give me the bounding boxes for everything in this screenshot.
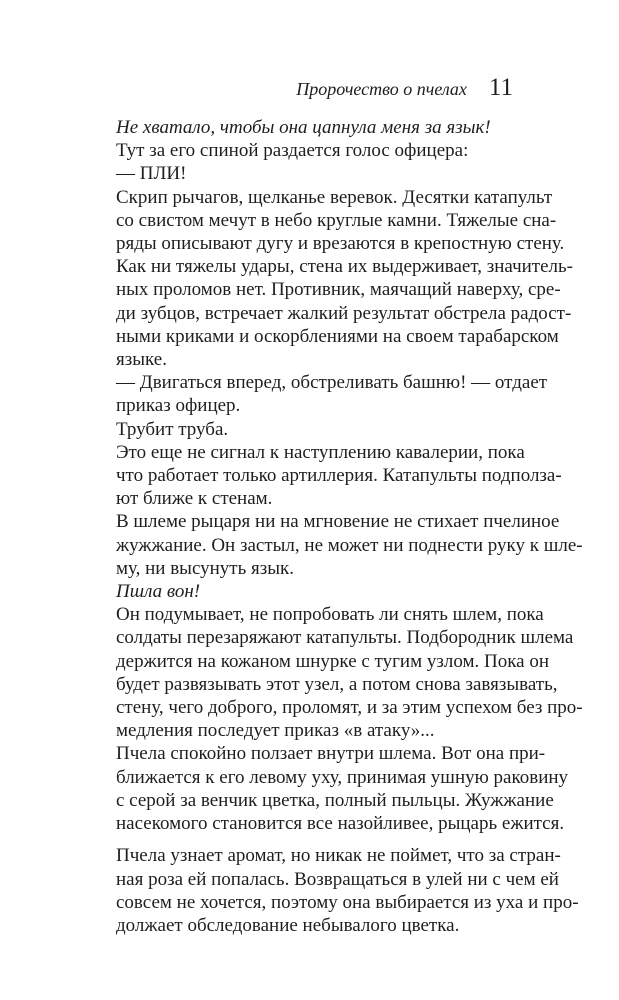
text-line: ная роза ей попалась. Возвращаться в улей ни с чем ей (116, 868, 559, 890)
running-head (296, 74, 513, 102)
body-text (88, 116, 583, 937)
text-line: со свистом мечут в небо круглые камни. Тяжелые сна- (116, 209, 557, 231)
text-line: держится на кожаном шнурке с тугим узлом. Пока он (116, 650, 550, 672)
text-line: приказ офицер. (116, 395, 241, 417)
text-line: Пчела спокойно ползает внутри шлема. Вот она при- (116, 743, 546, 765)
text-line: Трубит труба. (116, 418, 229, 440)
text-line: ными криками и оскорблениями на своем тарабарском (116, 325, 559, 347)
text-line: ют ближе к стенам. (116, 488, 273, 510)
paragraph (88, 186, 574, 372)
text-line: — ПЛИ! (116, 163, 187, 185)
text-line: стену, чего доброго, проломят, и за этим успехом без про- (116, 697, 583, 719)
text-line: Не хватало, чтобы она цапнула меня за язык! (116, 117, 491, 138)
text-line: совсем не хочется, поэтому она выбирается из уха и про- (116, 891, 579, 913)
text-line: ных проломов нет. Противник, маячащий наверху, сре- (116, 279, 561, 301)
text-line: Скрип рычагов, щелканье веревок. Десятки катапульт (116, 186, 553, 208)
running-head-title: Пророчество о пчелах (296, 79, 467, 99)
text-line: Пшла вон! (116, 581, 201, 603)
paragraph (88, 441, 562, 511)
text-line: жужжание. Он застыл, не может ни поднести руку к шле- (116, 534, 583, 556)
text-line: ди зубцов, встречает жалкий результат обстрела радост- (116, 302, 572, 324)
text-line: му, ни высунуть язык. (116, 557, 295, 579)
text-line: с серой за венчик цветка, полный пыльцы. Жужжание (116, 789, 554, 811)
text-line: что работает только артиллерия. Катапульты подполза- (116, 465, 562, 487)
paragraph (88, 844, 579, 937)
paragraph (88, 510, 583, 580)
text-line: медления последует приказ «в атаку»... (116, 720, 435, 742)
text-line: Тут за его спиной раздается голос офицера: (116, 140, 469, 162)
text-line: насекомого становится все назойливее, рыцарь ежится. (116, 813, 565, 835)
text-line: Как ни тяжелы удары, стена их выдерживает, значитель- (116, 256, 574, 278)
paragraph (88, 139, 514, 162)
text-line: будет развязывать этот узел, а потом снова завязывать, (116, 673, 558, 695)
text-line: В шлеме рыцаря ни на мгновение не стихает пчелиное (116, 511, 560, 533)
text-line: Пчела узнает аромат, но никак не поймет, что за стран- (116, 845, 561, 867)
text-line: языке. (116, 349, 167, 371)
paragraph (88, 116, 514, 139)
paragraph (88, 742, 569, 835)
text-line: ближается к его левому уху, принимая ушную раковину (116, 766, 569, 788)
text-line: — Двигаться вперед, обстреливать башню! — отдает (116, 372, 548, 394)
dialogue-paragraph (88, 162, 514, 185)
page-number: 11 (488, 74, 513, 101)
text-line: ряды описывают дугу и врезаются в крепостную стену. (116, 233, 565, 255)
dialogue-paragraph (88, 371, 548, 417)
paragraph (88, 580, 514, 603)
text-line: Он подумывает, не попробовать ли снять шлем, пока (116, 604, 544, 626)
text-line: Это еще не сигнал к наступлению кавалерии, пока (116, 441, 525, 463)
text-line: солдаты перезаряжают катапульты. Подбородник шлема (116, 627, 574, 649)
paragraph (88, 603, 583, 742)
text-line: должает обследование небывалого цветка. (116, 914, 460, 936)
paragraph (88, 418, 514, 441)
